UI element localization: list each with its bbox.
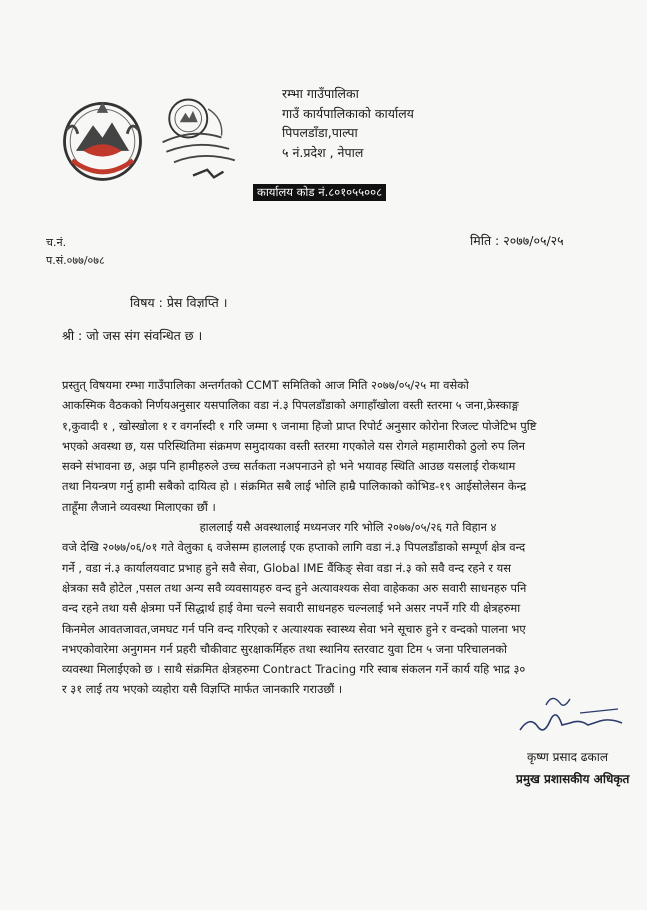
nepal-emblem-icon (55, 92, 150, 187)
body-line: ताहूँमा लैजाने व्यवस्था मिलाएका छौं । (62, 499, 216, 514)
signatory-title: प्रमुख प्रशासकीय अधिकृत (516, 772, 630, 786)
dispatch-number: च.नं. (46, 236, 67, 249)
office-stamp-icon (155, 90, 250, 185)
body-line: क्षेत्रका सवै होटेल ,पसल तथा अन्य सवै व्यवसायहरु वन्द हुने अत्यावश्यक सेवा वाहेकका अरु सवारी साधनहरु पनि (62, 580, 527, 595)
body-line: आकस्मिक वैठकको निर्णयअनुसार यसपालिका वडा नं.३ पिपलडाँडाको अगाहाँखोला वस्ती स्तरमा ५ जना,फ्रेस्काङ्ग (62, 398, 519, 413)
body-line: किनमेल आवतजावत,जमघट गर्न पनि वन्द गरिएको र अत्याश्यक स्वास्थ्य सेवा भने सूचारु हुने र वन्दको पालना भए (62, 621, 526, 636)
body-line: र ३१ लाई तय भएको व्यहोरा यसै विज्ञप्ति मार्फत जानकारि गराउछौं । (62, 682, 343, 697)
office-header (282, 84, 414, 162)
body-line: भएको अवस्था छ, यस परिस्थितिमा संक्रमण समुदायका वस्ती स्तरमा गएकोले यस रोगले महामारीको ठुलो रुप लिन (62, 438, 525, 453)
province: ५ नं.प्रदेश , नेपाल (282, 144, 364, 160)
office-name: गाउँ कार्यपालिकाको कार्यालय (282, 105, 414, 121)
body-line: व्यवस्था मिलाईएको छ । साथै संक्रमित क्षेत्रहरुमा Contract Tracing गरि स्वाब संकलन गर्ने कार्य यहि भाद्र ३० (62, 662, 526, 677)
municipality-name: रम्भा गाउँपालिका (282, 86, 359, 101)
body-line: नभएकोवारेमा अनुगमन गर्न प्रहरी चौकीवाट सुरक्षाकर्मिहरु तथा स्थानिय स्तरवाट युवा टिम ५ जना परिचालनको (62, 641, 507, 656)
letter-date: मिति : २०७७/०५/२५ (470, 233, 564, 248)
body-line: गर्ने , वडा नं.३ कार्यालयवाट प्रभाह हुने सवै सेवा, Global IME वैंकिङ् सेवा वडा नं.३ को सवै वन्द रहने र यस (62, 560, 511, 575)
letter-subject: विषय : प्रेस विज्ञप्ति । (130, 295, 228, 310)
body-line: प्रस्तुत् विषयमा रम्भा गाउँपालिका अन्तर्गतको CCMT समितिको आज मिति २०७७/०५/२५ मा वसेको (62, 378, 469, 392)
body-line: सक्ने संभावना छ, अझ पनि हामीहरुले उच्च सर्तकता नअपनाउने हो भने भयावह स्थिति आउछ यसलाई रोकथाम (62, 459, 516, 474)
office-code-badge: कार्यालय कोड नं.८०१०५५००८ (253, 184, 386, 201)
office-location: पिपलडाँडा,पाल्पा (282, 125, 358, 140)
body-line: वन्द रहने तथा यसै क्षेत्रमा पर्ने सिद्धार्थ हाई वेमा चल्ने सवारी साधनहरु चल्नलाई भने असर नपर्ने गरि यी क्षेत्रहरुमा (62, 601, 521, 616)
letter-number: प.सं.०७७/०७८ (46, 254, 105, 267)
letter-salutation: श्री : जो जस संग संवन्धित छ । (62, 328, 203, 343)
body-line: वजे देखि २०७७/०६/०१ गते वेलुका ६ वजेसम्म हाललाई एक हप्ताको लागि वडा नं.३ पिपलडाँडाको सम्पूर्ण क्षेत्र वन्द (62, 540, 526, 555)
body-line: हाललाई यसै अवस्थालाई मध्यनजर गरि भोलि २०७७/०५/२६ गते विहान ४ (62, 520, 497, 535)
signature-icon (510, 685, 630, 745)
letter-body (62, 375, 642, 700)
signatory-name: कृष्ण प्रसाद ढकाल (527, 750, 609, 764)
body-line: तथा नियन्त्रण गर्नु हामी सबैको दायित्व हो । संक्रमित सबै लाई भोलि हाम्रै पालिकाको कोभिड-१९ आईसोलेसन केन्द्र (62, 479, 527, 494)
reference-numbers (46, 234, 105, 270)
body-line: १,कुवादी १ , खोस्खोला १ र वगर्नास्दी १ गरि जम्मा ९ जनामा हिजो प्राप्त रिपोर्ट अनुसार कोरोना रिजल्ट पोजेटिभ पुष्टि (62, 418, 537, 433)
